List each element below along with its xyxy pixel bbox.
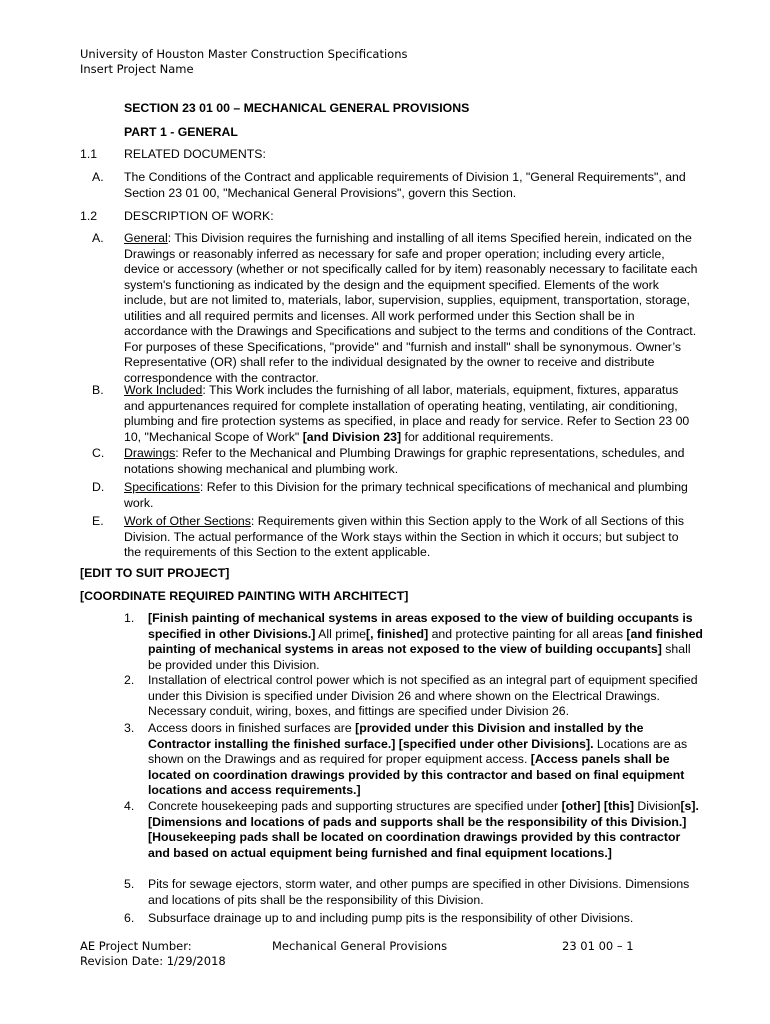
bold-note: [and finished painting of mechanical systems in areas not exposed to the view of building occupants] — [148, 626, 703, 656]
paragraph-body: : Requirements given within this Section apply to the Work of all Sections of this Division. The actual performance of the Work stays within the Section in which it occurs; but subject to the requirements of this Section to the extent applicable. — [124, 514, 685, 559]
header-spec-title: University of Houston Master Construction Specifications — [80, 47, 408, 61]
item-text: Division — [633, 799, 681, 813]
edit-note: [EDIT TO SUIT PROJECT] — [80, 566, 230, 580]
document-header — [80, 47, 408, 77]
item-number: 5. — [124, 877, 135, 891]
bold-note: [Access panels shall be located on coordination drawings provided by this contractor and based on final equipment locations and access requirements.] — [148, 752, 685, 797]
bold-note: [Finish painting of mechanical systems in areas exposed to the view of building occupants is specified in other Divisions.] — [148, 611, 693, 641]
paragraph-text: The Conditions of the Contract and applicable requirements of Division 1, "General Requirements", and Section 23 01 00, "Mechanical General Provisions", govern this Section. — [124, 170, 686, 200]
article-number: 1.1 — [80, 147, 98, 161]
paragraph-body: : Refer to this Division for the primary technical specifications of mechanical and plumbing work. — [124, 480, 688, 510]
bold-note: [, finished] — [366, 626, 429, 641]
item-text: Locations are as shown on the Drawings and as required for proper equipment access. — [148, 736, 688, 766]
article-title: DESCRIPTION OF WORK: — [124, 209, 274, 223]
paragraph-body: : This Division requires the furnishing and installing of all items Specified herein, indicated on the Drawings or reasonably inferred as necessary for safe and proper operation; including every article, device or accessory (whether or not specifically called for by item) reasonably necessary to facilitate each system's functioning as indicated by the design and the equipment specified. Elements of the work include, but are not limited to, materials, labor, supervision, supplies, equipment, transportation, storage, utilities and all required permits and licenses. All work performed under this Section shall be in accordance with the Drawings and Specifications and subject to the terms and conditions of the Contract. For purposes of these Specifications, "provide" and "furnish and install" shall be synonymous. Owner’s Representative (OR) shall refer to the individual designated by the owner to receive and distribute correspondence with the contractor. — [124, 231, 698, 385]
item-text: Access doors in finished surfaces are — [148, 721, 356, 735]
paragraph-lead: Specifications — [124, 480, 200, 494]
item-electrical: Installation of electrical control power which is not specified as an integral part of equipment specified under this Division is specified under Division 26 and where shown on the Electrical Drawings. Necessary conduit, wiring, boxes, and fittings are specified under Division 26. — [148, 673, 698, 718]
item-text: shall be provided under this Division. — [148, 642, 691, 672]
footer-center: Mechanical General Provisions — [272, 939, 448, 953]
paragraph-lead: Work of Other Sections — [124, 514, 251, 528]
bold-note: [other] [this] — [561, 799, 634, 813]
footer-left — [80, 939, 226, 969]
bold-note: [and Division 23] — [302, 429, 402, 444]
item-number: 2. — [124, 673, 135, 687]
item-number: 1. — [124, 611, 135, 625]
footer-project-number: AE Project Number: — [80, 939, 192, 953]
section-title: SECTION 23 01 00 – MECHANICAL GENERAL PROVISIONS — [124, 101, 470, 115]
header-project-name: Insert Project Name — [80, 62, 194, 76]
paragraph-general — [124, 231, 699, 386]
paragraph-tail: for additional requirements. — [401, 429, 554, 444]
bold-note: [s]. [Dimensions and locations of pads and supports shall be the responsibility of this Division.] [Housekeeping pads shall be located on coordination drawings provided by this contractor and based on actual equipment being furnished and final equipment locations.] — [148, 799, 699, 860]
item-pits: Pits for sewage ejectors, storm water, and other pumps are specified in other Divisions. Dimensions and locations of pits shall be the responsibility of this Division. — [148, 877, 690, 907]
paragraph-letter: C. — [92, 446, 105, 460]
item-painting — [148, 611, 703, 673]
item-subsurface-drainage: Subsurface drainage up to and including pump pits is the responsibility of other Divisions. — [148, 911, 634, 925]
paragraph-letter: E. — [92, 514, 104, 528]
paragraph-work-included — [124, 383, 699, 445]
paragraph-drawings — [124, 446, 699, 477]
footer-revision-date: Revision Date: 1/29/2018 — [80, 954, 226, 968]
coordinate-note: [COORDINATE REQUIRED PAINTING WITH ARCHITECT] — [80, 589, 409, 603]
footer-page-number: 23 01 00 – 1 — [562, 939, 634, 953]
paragraph-other-sections — [124, 514, 699, 561]
article-title: RELATED DOCUMENTS: — [124, 147, 266, 161]
item-number: 6. — [124, 911, 135, 925]
article-number: 1.2 — [80, 209, 98, 223]
paragraph-letter: A. — [92, 170, 104, 184]
paragraph-lead: Drawings — [124, 446, 176, 460]
part-title: PART 1 - GENERAL — [124, 125, 238, 139]
item-number: 3. — [124, 721, 135, 735]
paragraph-body: : Refer to the Mechanical and Plumbing Drawings for graphic representations, schedules, and notations showing mechanical and plumbing work. — [124, 446, 685, 476]
bold-note: [provided under this Division and installed by the Contractor installing the finished surface.] [specified under other Divisions]. — [148, 721, 644, 751]
item-text: All prime — [315, 626, 366, 641]
paragraph-lead: Work Included — [124, 383, 203, 397]
item-access-doors — [148, 721, 703, 799]
item-text: Concrete housekeeping pads and supporting structures are specified under — [148, 799, 562, 813]
paragraph-letter: B. — [92, 383, 104, 397]
paragraph-letter: A. — [92, 231, 104, 245]
paragraph-specifications — [124, 480, 699, 511]
paragraph-body: : This Work includes the furnishing of all labor, materials, equipment, fixtures, apparatus and appurtenances required for complete installation of operating heating, ventilating, air conditioning, plumbing and fire protection systems as specified, in place and ready for service. Refer to Section 23 00 10, "Mechanical Scope of Work" — [124, 383, 690, 444]
item-housekeeping-pads — [148, 799, 703, 861]
item-number: 4. — [124, 799, 135, 813]
item-text: and protective painting for all areas — [428, 626, 627, 641]
paragraph-letter: D. — [92, 480, 105, 494]
paragraph-lead: General — [124, 231, 168, 245]
